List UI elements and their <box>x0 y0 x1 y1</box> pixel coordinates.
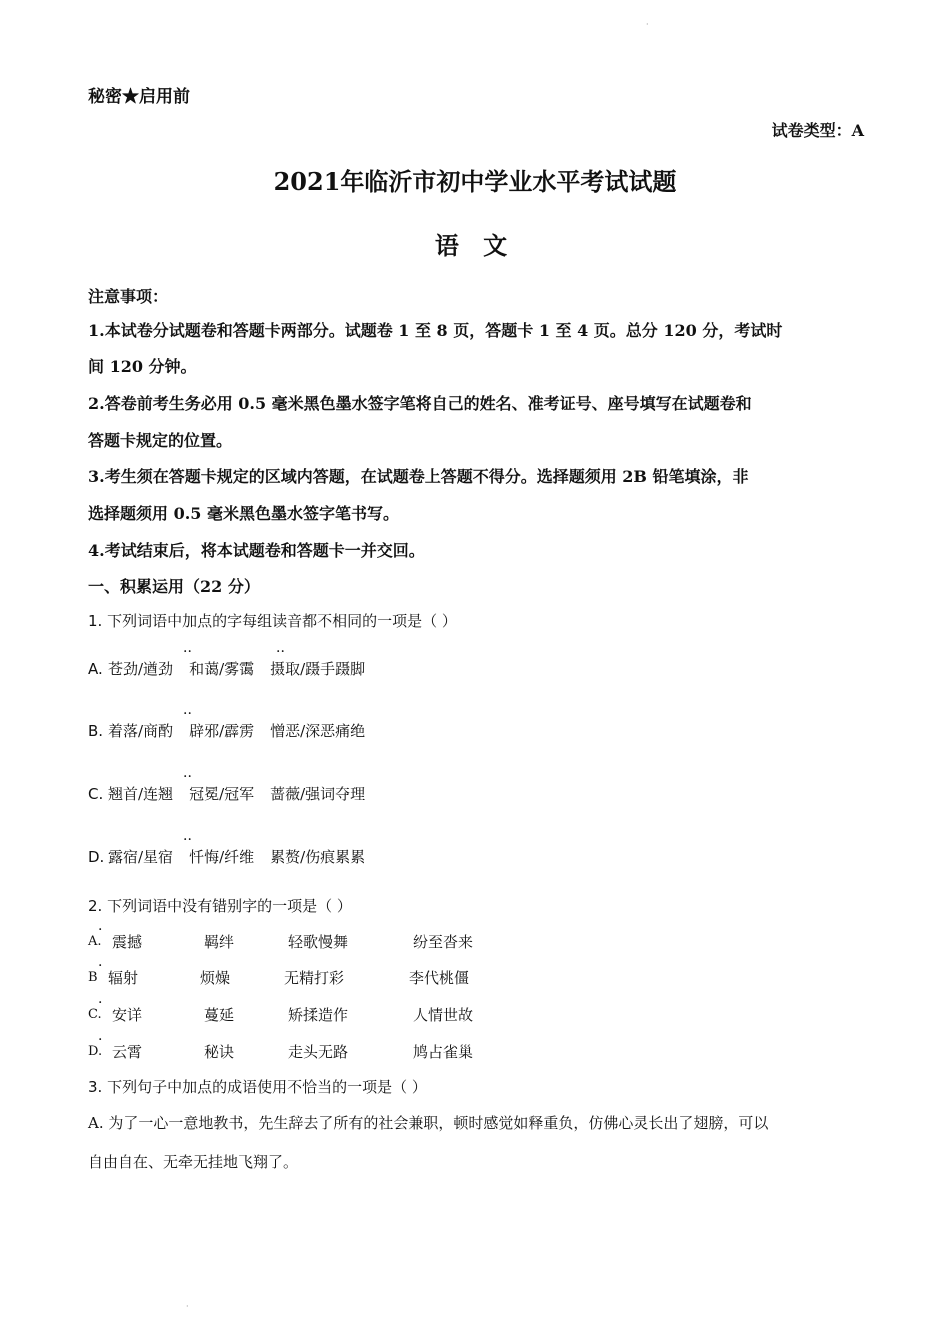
note-line: 间 120 分钟。 <box>88 357 197 376</box>
option-word-group: 冠冕/冠军 <box>189 785 255 803</box>
option-word: 云霄 <box>112 1043 143 1061</box>
scan-dot: · <box>646 20 649 29</box>
emphasis-dot-mark: · <box>98 1032 103 1048</box>
q2-option-a <box>88 922 508 953</box>
option-word: 烦燥 <box>200 969 231 987</box>
option-letter: C. <box>88 785 104 803</box>
note-line: 2.答卷前考生务必用 0.5 毫米黑色墨水签字笔将自己的姓名、准考证号、座号填写在试题卷和 <box>88 394 752 413</box>
note-line: 4.考试结束后，将本试题卷和答题卡一并交回。 <box>88 541 425 560</box>
option-word: 秘诀 <box>204 1043 235 1061</box>
question-text: 下列词语中没有错别字的一项是（ ） <box>107 897 352 915</box>
option-word-group: 苍劲/遒劲 <box>108 660 174 678</box>
q3-option-a-line: A. 为了一心一意地教书，先生辞去了所有的社会兼职，顿时感觉如释重负，仿佛心灵长出了翅膀，可以 <box>88 1114 769 1132</box>
q1-option-a <box>88 658 381 679</box>
q2-option-d <box>88 1032 508 1063</box>
emphasis-dot-mark: ·· <box>183 769 192 785</box>
option-word: 矫揉造作 <box>288 1006 349 1024</box>
option-word-group: 摄取/蹑手蹑脚 <box>270 660 366 678</box>
emphasis-dot-mark: · <box>98 995 103 1011</box>
option-word: 安详 <box>112 1006 143 1024</box>
confidential-label: 秘密★启用前 <box>88 87 190 107</box>
emphasis-dot-mark: · <box>98 958 103 974</box>
option-word: 纷至沓来 <box>413 933 474 951</box>
option-word-group: 蔷薇/强词夺理 <box>270 785 366 803</box>
question-3-stem <box>88 1076 427 1097</box>
question-2-stem <box>88 895 352 916</box>
note-line: 1.本试卷分试题卷和答题卡两部分。试题卷 1 至 8 页，答题卡 1 至 4 页。总分 120 分，考试时 <box>88 321 783 340</box>
option-letter: A. <box>88 934 102 949</box>
question-text: 下列词语中加点的字每组读音都不相同的一项是（ ） <box>107 612 457 630</box>
option-letter: C. <box>88 1007 102 1022</box>
question-number: 1. <box>88 612 103 630</box>
subject-title: 语 文 <box>434 231 516 260</box>
option-word-group: 着落/商酌 <box>108 722 174 740</box>
page-title: 2021年临沂市初中学业水平考试试题 <box>273 167 677 196</box>
option-word: 羁绊 <box>204 933 235 951</box>
q2-option-b <box>88 958 508 989</box>
q2-option-c <box>88 995 508 1026</box>
option-word: 李代桃僵 <box>409 969 470 987</box>
option-word: 无精打彩 <box>284 969 345 987</box>
option-word-group: 辟邪/霹雳 <box>189 722 255 740</box>
note-line: 3.考生须在答题卡规定的区域内答题，在试题卷上答题不得分。选择题须用 2B 铅笔填涂，非 <box>88 467 749 486</box>
option-word: 蔓延 <box>204 1006 235 1024</box>
option-letter: D. <box>88 1044 103 1059</box>
emphasis-dot-mark: ·· <box>183 706 192 722</box>
note-line: 选择题须用 0.5 毫米黑色墨水签字笔书写。 <box>88 504 399 523</box>
question-1-stem <box>88 610 457 631</box>
scan-dot: · <box>186 1302 189 1311</box>
question-number: 2. <box>88 897 103 915</box>
q1-option-c <box>88 783 381 804</box>
option-word-group: 憎恶/深恶痛绝 <box>270 722 366 740</box>
question-text: 下列句子中加点的成语使用不恰当的一项是（ ） <box>107 1078 427 1096</box>
option-word-group: 和蔼/雾霭 <box>189 660 255 678</box>
option-word-group: 露宿/星宿 <box>108 848 174 866</box>
notes-heading: 注意事项： <box>88 287 169 306</box>
q1-option-b <box>88 720 381 741</box>
emphasis-dot-mark: ·· <box>183 832 192 848</box>
option-word-group: 翘首/连翘 <box>108 785 174 803</box>
emphasis-dot-mark: ·· <box>183 644 192 660</box>
note-line: 答题卡规定的位置。 <box>88 431 233 450</box>
option-letter: A. <box>88 660 103 678</box>
option-word: 人情世故 <box>413 1006 474 1024</box>
option-letter: B. <box>88 722 104 740</box>
option-word: 震撼 <box>112 933 143 951</box>
option-word: 辐射 <box>108 969 139 987</box>
option-word: 鸠占雀巢 <box>413 1043 474 1061</box>
question-number: 3. <box>88 1078 103 1096</box>
q3-option-a-line: 自由自在、无牵无挂地飞翔了。 <box>88 1153 299 1171</box>
option-word: 轻歌慢舞 <box>288 933 349 951</box>
option-word-group: 累赘/伤痕累累 <box>270 848 366 866</box>
option-word: 走头无路 <box>288 1043 349 1061</box>
option-letter: D. <box>88 848 105 866</box>
paper-type-label: 试卷类型：A <box>771 121 864 140</box>
option-letter: B <box>88 970 98 985</box>
emphasis-dot-mark: ·· <box>276 644 285 660</box>
q1-option-d <box>88 846 381 867</box>
section-heading: 一、积累运用（22 分） <box>88 577 260 596</box>
emphasis-dot-mark: · <box>98 922 103 938</box>
option-word-group: 忏悔/纤维 <box>189 848 255 866</box>
